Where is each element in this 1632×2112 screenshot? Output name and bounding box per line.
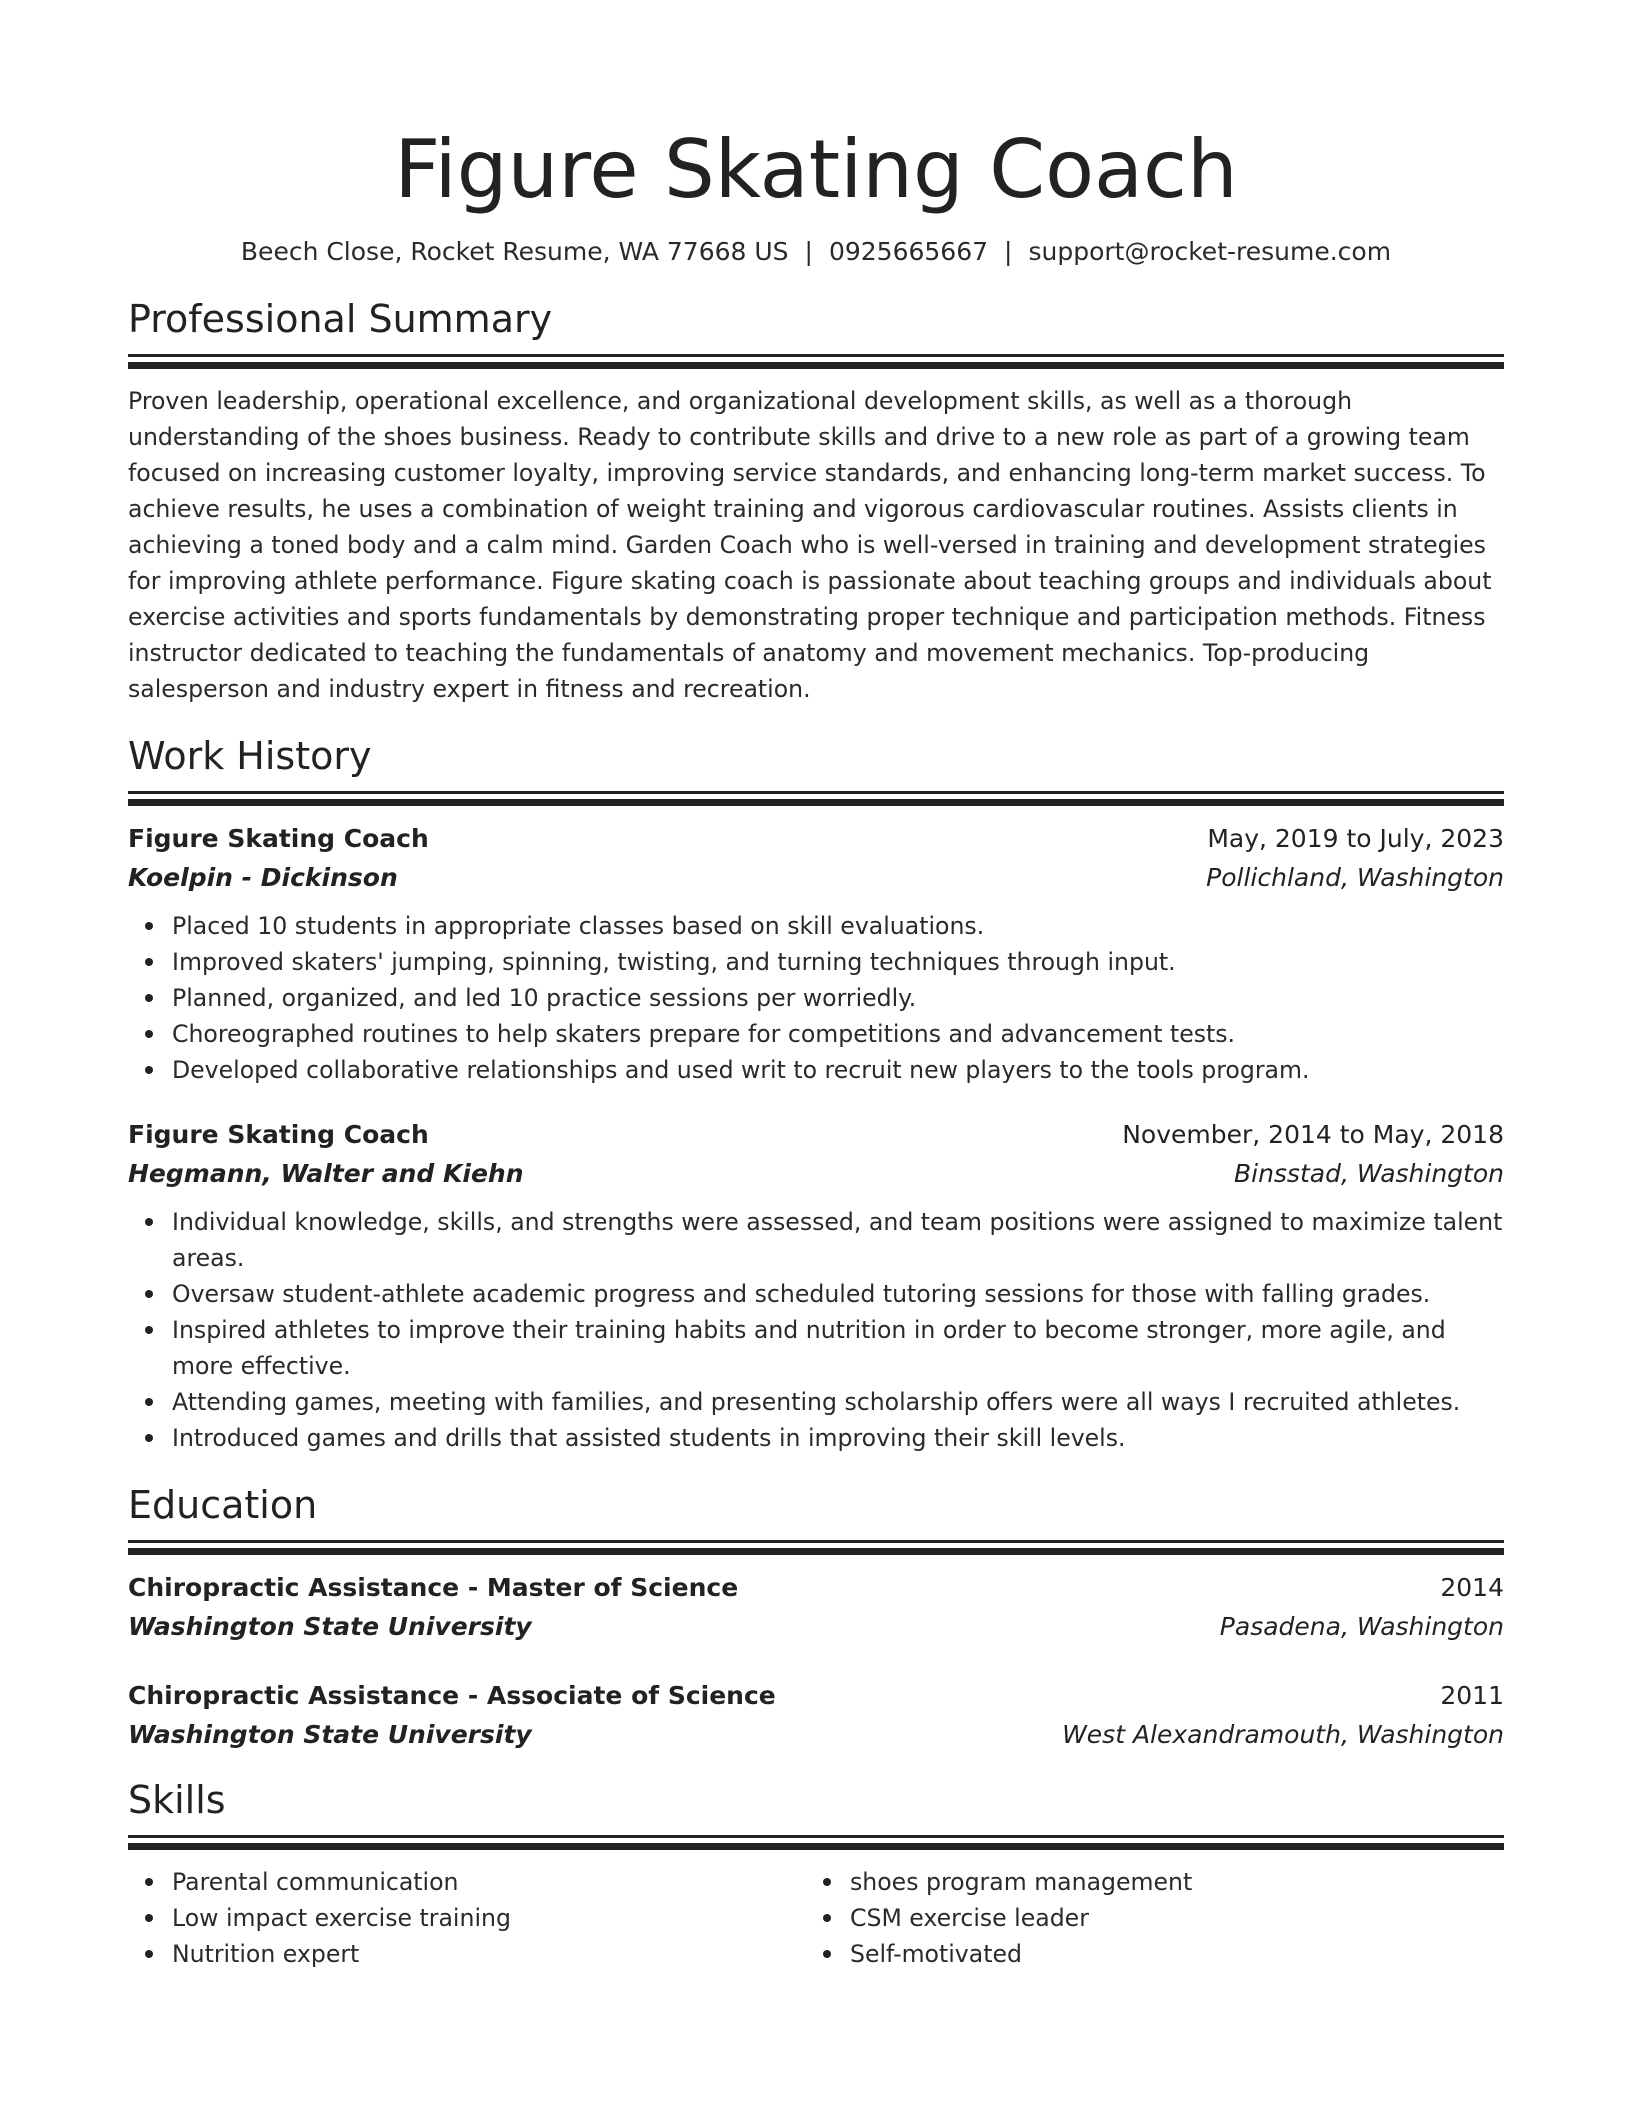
job-bullet: Oversaw student-athlete academic progress and scheduled tutoring sessions for those with falling grades. bbox=[172, 1276, 1504, 1312]
contact-address: Beech Close, Rocket Resume, WA 77668 US bbox=[240, 237, 789, 266]
skills-section bbox=[128, 1777, 1504, 1972]
education-header-row bbox=[128, 1677, 1504, 1715]
resume-page bbox=[128, 0, 1504, 1972]
section-divider bbox=[128, 791, 1504, 794]
skills-grid bbox=[128, 1864, 1504, 1972]
section-title-skills: Skills bbox=[128, 1778, 226, 1822]
job-bullet: Introduced games and drills that assisted students in improving their skill levels. bbox=[172, 1420, 1504, 1456]
skill-item: Low impact exercise training bbox=[172, 1900, 806, 1936]
contact-separator: | bbox=[1004, 237, 1013, 266]
skill-item: Self-motivated bbox=[850, 1936, 1484, 1972]
job-bullet: Individual knowledge, skills, and strengths were assessed, and team positions were assigned to maximize talent areas. bbox=[172, 1204, 1504, 1276]
section-divider-thick bbox=[128, 1843, 1504, 1850]
section-divider-thick bbox=[128, 1548, 1504, 1555]
job-bullet: Choreographed routines to help skaters prepare for competitions and advancement tests. bbox=[172, 1016, 1504, 1052]
skill-item: Parental communication bbox=[172, 1864, 806, 1900]
skill-item: shoes program management bbox=[850, 1864, 1484, 1900]
section-divider-thick bbox=[128, 799, 1504, 806]
job-header-row bbox=[128, 1116, 1504, 1154]
job-bullet: Attending games, meeting with families, and presenting scholarship offers were all ways I recruited athletes. bbox=[172, 1384, 1504, 1420]
section-divider-thick bbox=[128, 362, 1504, 369]
education-school: Washington State University bbox=[128, 1720, 532, 1749]
job-dates: May, 2019 to July, 2023 bbox=[1207, 824, 1504, 853]
summary-section bbox=[128, 296, 1504, 707]
job-bullets bbox=[128, 908, 1504, 1088]
job-company: Hegmann, Walter and Kiehn bbox=[128, 1159, 524, 1188]
education-location: Pasadena, Washington bbox=[1219, 1612, 1504, 1641]
job-dates: November, 2014 to May, 2018 bbox=[1122, 1120, 1504, 1149]
job-bullets bbox=[128, 1204, 1504, 1456]
education-year: 2011 bbox=[1440, 1681, 1504, 1710]
education-year: 2014 bbox=[1440, 1573, 1504, 1602]
job-role: Figure Skating Coach bbox=[128, 1120, 429, 1149]
job-bullet: Placed 10 students in appropriate classes based on skill evaluations. bbox=[172, 908, 1504, 944]
job-company-row bbox=[128, 858, 1504, 898]
candidate-name: Figure Skating Coach bbox=[394, 123, 1238, 216]
contact-separator: | bbox=[804, 237, 813, 266]
education-school-row bbox=[128, 1715, 1504, 1755]
summary-text: Proven leadership, operational excellence, and organizational development skills, as well as a thorough understanding of the shoes business. Ready to contribute skills and drive to a new role as part of a growing team focused on increasing customer loyalty, improving service standards, and enhancing long-term market success. To achieve results, he uses a combination of weight training and vigorous cardiovascular routines. Assists clients in achieving a toned body and a calm mind. Garden Coach who is well-versed in training and development strategies for improving athlete performance. Figure skating coach is passionate about teaching groups and individuals about exercise activities and sports fundamentals by demonstrating proper technique and participation methods. Fitness instructor dedicated to teaching the fundamentals of anatomy and movement mechanics. Top-producing salesperson and industry expert in fitness and recreation. bbox=[128, 387, 1492, 703]
job-bullet: Developed collaborative relationships and used writ to recruit new players to the tools program. bbox=[172, 1052, 1504, 1088]
job-bullet: Improved skaters' jumping, spinning, twisting, and turning techniques through input. bbox=[172, 944, 1504, 980]
skills-column-left bbox=[128, 1864, 806, 1972]
education-section bbox=[128, 1482, 1504, 1755]
skills-list-right bbox=[806, 1864, 1484, 1972]
section-divider bbox=[128, 1835, 1504, 1838]
job-bullet: Planned, organized, and led 10 practice sessions per worriedly. bbox=[172, 980, 1504, 1016]
job-company: Koelpin - Dickinson bbox=[128, 863, 398, 892]
job-bullet: Inspired athletes to improve their training habits and nutrition in order to become stronger, more agile, and more effective. bbox=[172, 1312, 1504, 1384]
work-section bbox=[128, 733, 1504, 1456]
education-entry bbox=[128, 1677, 1504, 1755]
job-location: Binsstad, Washington bbox=[1233, 1159, 1504, 1188]
job-entry bbox=[128, 820, 1504, 1088]
contact-line bbox=[128, 236, 1504, 268]
skills-list-left bbox=[128, 1864, 806, 1972]
contact-email: support@rocket-resume.com bbox=[1028, 237, 1392, 266]
skills-column-right bbox=[806, 1864, 1484, 1972]
section-title-education: Education bbox=[128, 1483, 318, 1527]
skill-item: Nutrition expert bbox=[172, 1936, 806, 1972]
education-degree: Chiropractic Assistance - Associate of Science bbox=[128, 1681, 776, 1710]
contact-phone: 0925665667 bbox=[828, 237, 989, 266]
education-degree: Chiropractic Assistance - Master of Science bbox=[128, 1573, 739, 1602]
section-title-summary: Professional Summary bbox=[128, 297, 553, 341]
education-school: Washington State University bbox=[128, 1612, 532, 1641]
section-divider bbox=[128, 1540, 1504, 1543]
section-divider bbox=[128, 354, 1504, 357]
job-company-row bbox=[128, 1154, 1504, 1194]
job-location: Pollichland, Washington bbox=[1206, 863, 1504, 892]
section-title-work: Work History bbox=[128, 734, 372, 778]
skill-item: CSM exercise leader bbox=[850, 1900, 1484, 1936]
education-location: West Alexandramouth, Washington bbox=[1062, 1720, 1504, 1749]
education-header-row bbox=[128, 1569, 1504, 1607]
job-entry bbox=[128, 1116, 1504, 1456]
job-header-row bbox=[128, 820, 1504, 858]
job-role: Figure Skating Coach bbox=[128, 824, 429, 853]
education-school-row bbox=[128, 1607, 1504, 1647]
education-entry bbox=[128, 1569, 1504, 1647]
